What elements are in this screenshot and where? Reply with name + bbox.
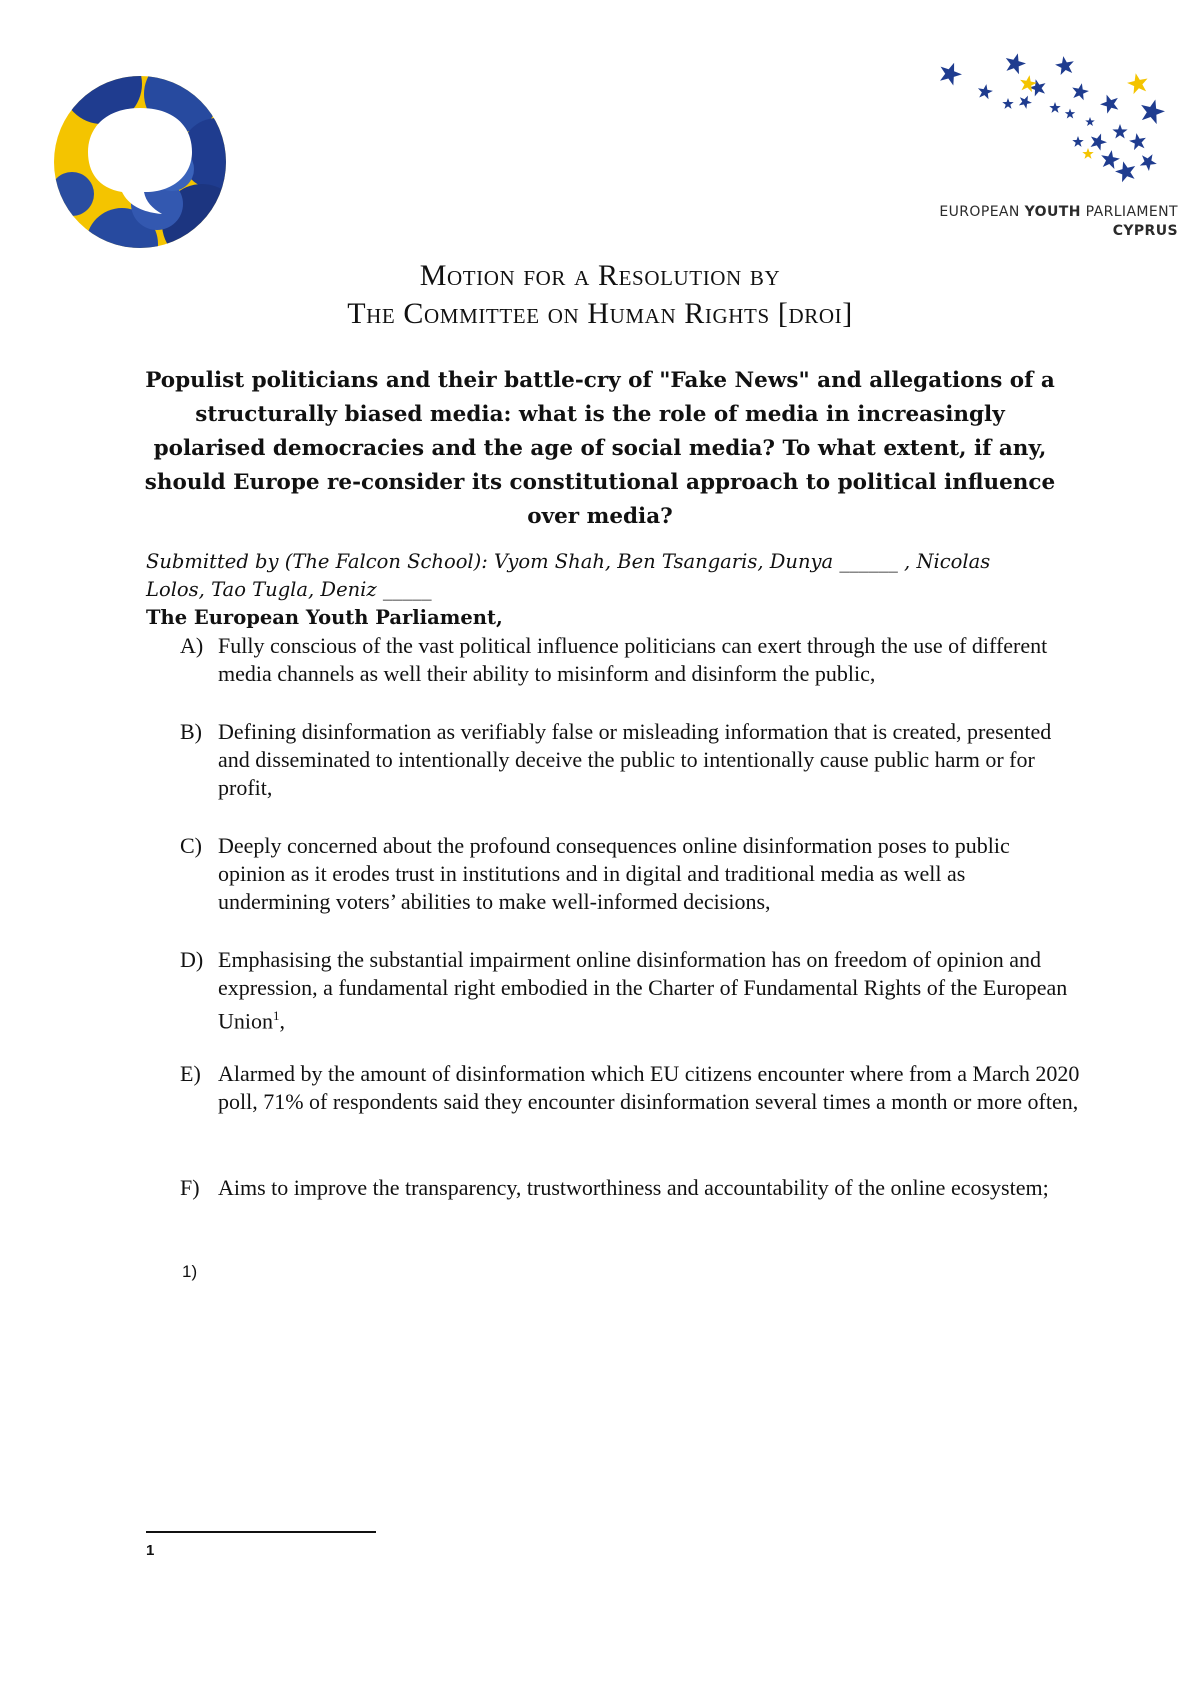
footnote-separator [146, 1531, 376, 1533]
clause-text: Alarmed by the amount of disinformation which EU citizens encounter where from a March 2020 poll, 71% of respondents said they encounter disinformation several times a month or more often, [218, 1061, 1080, 1114]
eyp-wordmark-line1: EUROPEAN YOUTH PARLIAMENT [939, 204, 1178, 220]
eyp-cyprus-wordmark [930, 204, 1178, 239]
submitted-by [146, 548, 1066, 604]
clause-label: F) [180, 1175, 200, 1200]
footnote-reference[interactable]: 1 [273, 1008, 280, 1023]
clause-label: C) [180, 833, 202, 858]
topic-question: Populist politicians and their battle-cry of "Fake News" and allegations of a structurally biased media: what is the role of media in increasingly polarised democracies and the age of social media? To what extent, if any, should Europe re-consider its constitutional approach to political influence over media? [144, 368, 1056, 529]
preambulatory-clause-f [180, 1174, 1080, 1202]
clause-label: E) [180, 1061, 201, 1086]
clause-text: Aims to improve the transparency, trustworthiness and accountability of the online ecosystem; [218, 1175, 1049, 1200]
eyp-wordmark-line2: CYPRUS [1112, 223, 1178, 239]
clause-text: Deeply concerned about the profound consequences online disinformation poses to public opinion as it erodes trust in institutions and in digital and traditional media as well as undermining voters’ abilities to make well-informed decisions, [218, 833, 1010, 914]
clause-text-body: Emphasising the substantial impairment online disinformation has on freedom of opinion and expression, a fundamental right embodied in the Charter of Fundamental Rights of the European Union [218, 947, 1068, 1034]
preambulatory-clause-c [180, 832, 1080, 916]
preambulatory-clause-b [180, 718, 1080, 802]
preambulatory-clause-d [180, 946, 1080, 1035]
preambulatory-clause-a [180, 632, 1080, 688]
clause-text-tail: , [279, 1008, 285, 1034]
clause-text [218, 946, 1080, 1035]
assembly-heading: The European Youth Parliament, [146, 606, 503, 629]
submitted-by-line2: Lolos, Tao Tugla, Deniz _____ [146, 578, 432, 601]
clause-text: Fully conscious of the vast political influence politicians can exert through the use of different media channels as well their ability to misinform and disinform the public, [218, 633, 1048, 686]
motion-title-line2: The Committee on Human Rights [droi] [347, 297, 853, 330]
footnote-number: 1 [146, 1542, 155, 1559]
clause-label: B) [180, 719, 202, 744]
submitted-by-line1: Submitted by (The Falcon School): Vyom Shah, Ben Tsangaris, Dunya ______ , Nicolas [146, 550, 991, 573]
clause-label: D) [180, 947, 204, 972]
eyp-cyprus-speech-bubble-logo [52, 74, 228, 250]
operative-clause-1-label: 1) [182, 1262, 198, 1281]
motion-title-line1: Motion for a Resolution by [419, 259, 781, 292]
preambulatory-clause-e [180, 1060, 1080, 1116]
clause-label: A) [180, 633, 204, 658]
clause-text: Defining disinformation as verifiably false or misleading information that is created, presented and disseminated to intentionally deceive the public to intentionally cause public harm or for profit, [218, 719, 1052, 800]
